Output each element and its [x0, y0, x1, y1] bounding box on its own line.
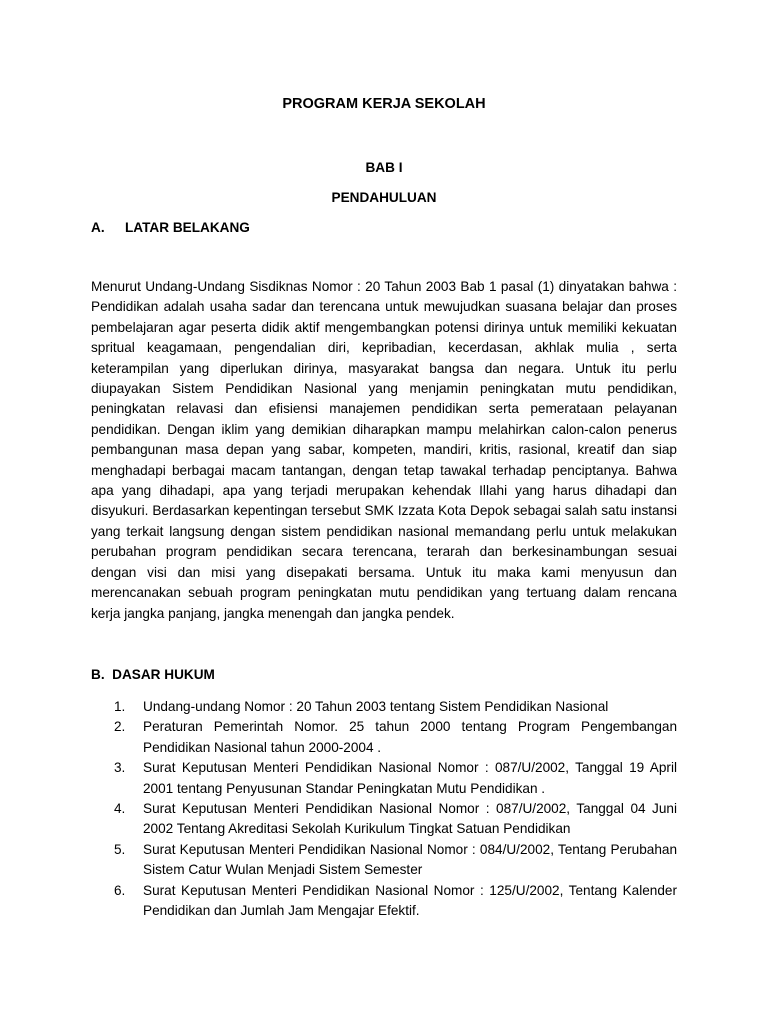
background-paragraph: Menurut Undang-Undang Sisdiknas Nomor : 20 Tahun 2003 Bab 1 pasal (1) dinyatakan bahwa : Pendidikan adalah usaha sadar dan terencana untuk mewujudkan suasana belajar dan proses pembelajaran agar peserta didik aktif mengembangkan potensi dirinya untuk memiliki kekuatan spritual keagamaan, pengendalian diri, kepribadian, kecerdasan, akhlak mulia , serta keterampilan yang diperlukan dirinya, masyarakat bangsa dan negara. Untuk itu perlu diupayakan Sistem Pendidikan Nasional yang menjamin peningkatan mutu pendidikan, peningkatan relavasi dan efisiensi manajemen pendidikan serta pemerataan pelayanan pendidikan. Dengan iklim yang demikian diharapkan mampu melahirkan calon-calon penerus pembangunan masa depan yang sabar, kompeten, mandiri, kritis, rasional, kreatif dan siap menghadapi berbagai macam tantangan, dengan tetap tawakal terhadap penciptanya. Bahwa apa yang dihadapi, apa yang terjadi merupakan kehendak Illahi yang harus dihadapi dan disyukuri. Berdasarkan kepentingan tersebut SMK Izzata Kota Depok sebagai salah satu instansi yang terkait langsung dengan sistem pendidikan nasional memandang perlu untuk melakukan perubahan program pendidikan secara terencana, terarah dan berkesinambungan sesuai dengan visi dan misi yang disepakati bersama. Untuk itu maka kami menyusun dan merencanakan sebuah program peningkatan mutu pendidikan yang tertuang dalam rencana kerja jangka panjang, jangka menengah dan jangka pendek.: [91, 279, 677, 621]
document-title: PROGRAM KERJA SEKOLAH: [282, 96, 486, 112]
list-item: [91, 697, 677, 717]
section-a-heading: [91, 220, 250, 235]
section-b-heading: B. DASAR HUKUM: [91, 667, 215, 682]
section-a-number: A.: [91, 220, 105, 235]
list-item: [91, 758, 677, 799]
list-item-number: 2.: [114, 719, 126, 735]
list-item: [91, 717, 677, 758]
chapter-number: BAB I: [365, 160, 403, 175]
list-item-text: Surat Keputusan Menteri Pendidikan Nasional Nomor : 084/U/2002, Tentang Perubahan Sistem Catur Wulan Menjadi Sistem Semester: [143, 841, 677, 878]
list-item-text: Surat Keputusan Menteri Pendidikan Nasional Nomor : 125/U/2002, Tentang Kalender Pendidikan dan Jumlah Jam Mengajar Efektif.: [143, 882, 677, 919]
list-item-number: 1.: [114, 699, 126, 714]
list-item-number: 5.: [114, 841, 126, 857]
list-item-text: Undang-undang Nomor : 20 Tahun 2003 tentang Sistem Pendidikan Nasional: [143, 699, 609, 714]
list-item: [91, 799, 677, 840]
section-a-title: LATAR BELAKANG: [125, 220, 250, 235]
list-item-text: Peraturan Pemerintah Nomor. 25 tahun 2000 tentang Program Pengembangan Pendidikan Nasional tahun 2000-2004 .: [143, 719, 677, 755]
list-item-text: Surat Keputusan Menteri Pendidikan Nasional Nomor : 087/U/2002, Tanggal 19 April 2001 tentang Penyusunan Standar Peningkatan Mutu Pendidikan .: [143, 760, 677, 796]
list-item-number: 4.: [114, 801, 126, 817]
list-item: [91, 881, 677, 922]
list-item-number: 6.: [114, 882, 126, 898]
list-item: [91, 840, 677, 881]
legal-basis-list: [91, 697, 677, 921]
list-item-text: Surat Keputusan Menteri Pendidikan Nasional Nomor : 087/U/2002, Tanggal 04 Juni 2002 Tentang Akreditasi Sekolah Kurikulum Tingkat Satuan Pendidikan: [143, 801, 677, 837]
list-item-number: 3.: [114, 760, 126, 776]
chapter-title: PENDAHULUAN: [331, 190, 437, 205]
